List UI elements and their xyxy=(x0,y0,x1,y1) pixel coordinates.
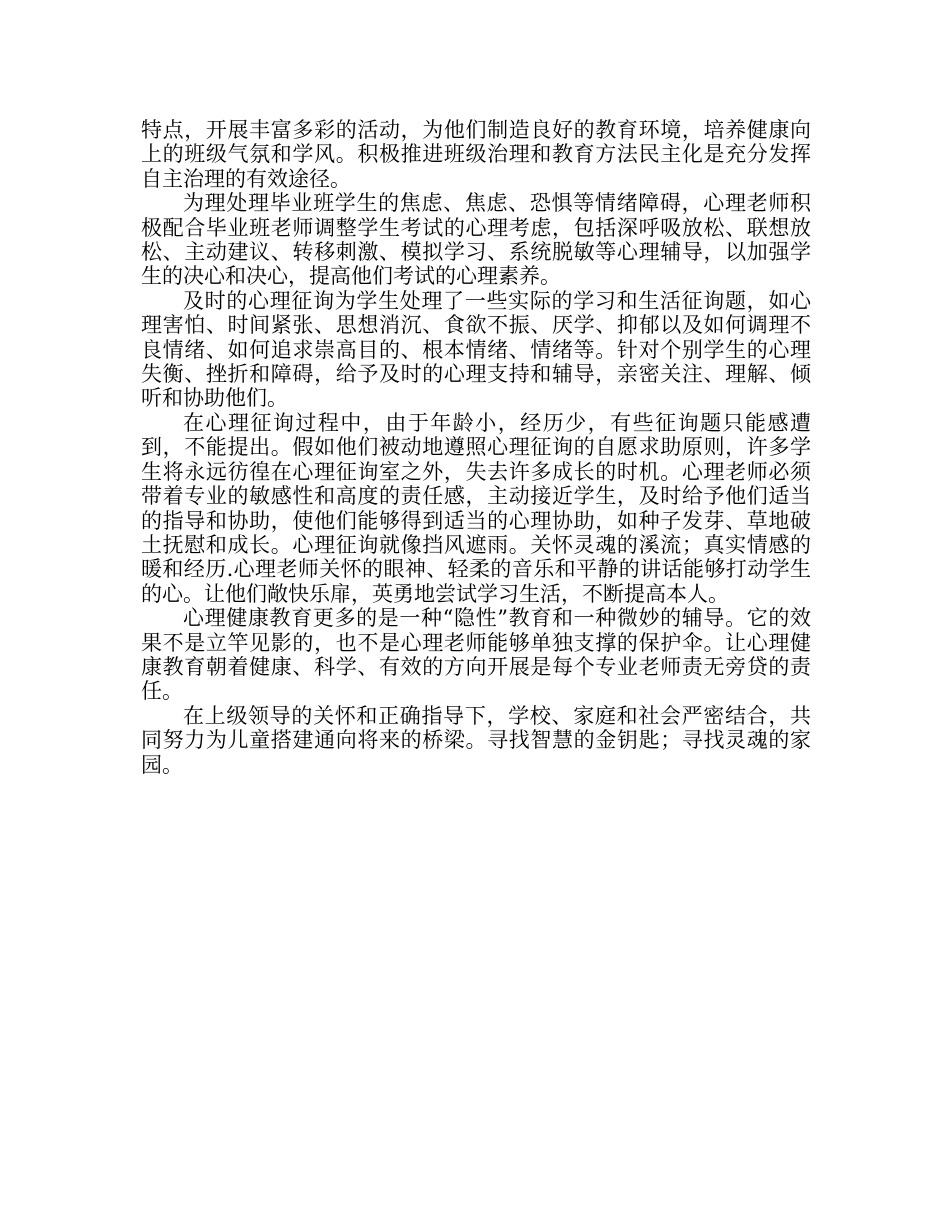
paragraph-3: 及时的心理征询为学生处理了一些实际的学习和生活征询题，如心理害怕、时间紧张、思想消沉、食欲不振、厌学、抑郁以及如何调理不良情绪、如何追求崇高目的、根本情绪、情绪等。针对个别学生的心理失衡、挫折和障碍，给予及时的心理支持和辅导，亲密关注、理解、倾听和协助他们。 xyxy=(141,288,811,411)
paragraph-4: 在心理征询过程中，由于年龄小，经历少，有些征询题只能感遭到，不能提出。假如他们被动地遵照心理征询的自愿求助原则，许多学生将永远彷徨在心理征询室之外，失去许多成长的时机。心理老师必须带着专业的敏感性和高度的责任感，主动接近学生，及时给予他们适当的指导和协助，使他们能够得到适当的心理协助，如种子发芽、草地破土抚慰和成长。心理征询就像挡风遮雨。关怀灵魂的溪流；真实情感的暖和经历.心理老师关怀的眼神、轻柔的音乐和平静的讲话能够打动学生的心。让他们敞快乐扉，英勇地尝试学习生活，不断提高本人。 xyxy=(141,410,811,606)
paragraph-1: 特点，开展丰富多彩的活动，为他们制造良好的教育环境，培养健康向上的班级气氛和学风。积极推进班级治理和教育方法民主化是充分发挥自主治理的有效途径。 xyxy=(141,118,811,191)
document-body xyxy=(141,118,811,777)
paragraph-6: 在上级领导的关怀和正确指导下，学校、家庭和社会严密结合，共同努力为儿童搭建通向将来的桥梁。寻找智慧的金钥匙；寻找灵魂的家园。 xyxy=(141,703,811,777)
paragraph-2: 为理处理毕业班学生的焦虑、焦虑、恐惧等情绪障碍，心理老师积极配合毕业班老师调整学生考试的心理考虑，包括深呼吸放松、联想放松、主动建议、转移刺激、模拟学习、系统脱敏等心理辅导，以加强学生的决心和决心，提高他们考试的心理素养。 xyxy=(141,191,811,289)
paragraph-5: 心理健康教育更多的是一种“隐性”教育和一种微妙的辅导。它的效果不是立竿见影的，也不是心理老师能够单独支撑的保护伞。让心理健康教育朝着健康、科学、有效的方向开展是每个专业老师责无旁贷的责任。 xyxy=(141,606,811,704)
